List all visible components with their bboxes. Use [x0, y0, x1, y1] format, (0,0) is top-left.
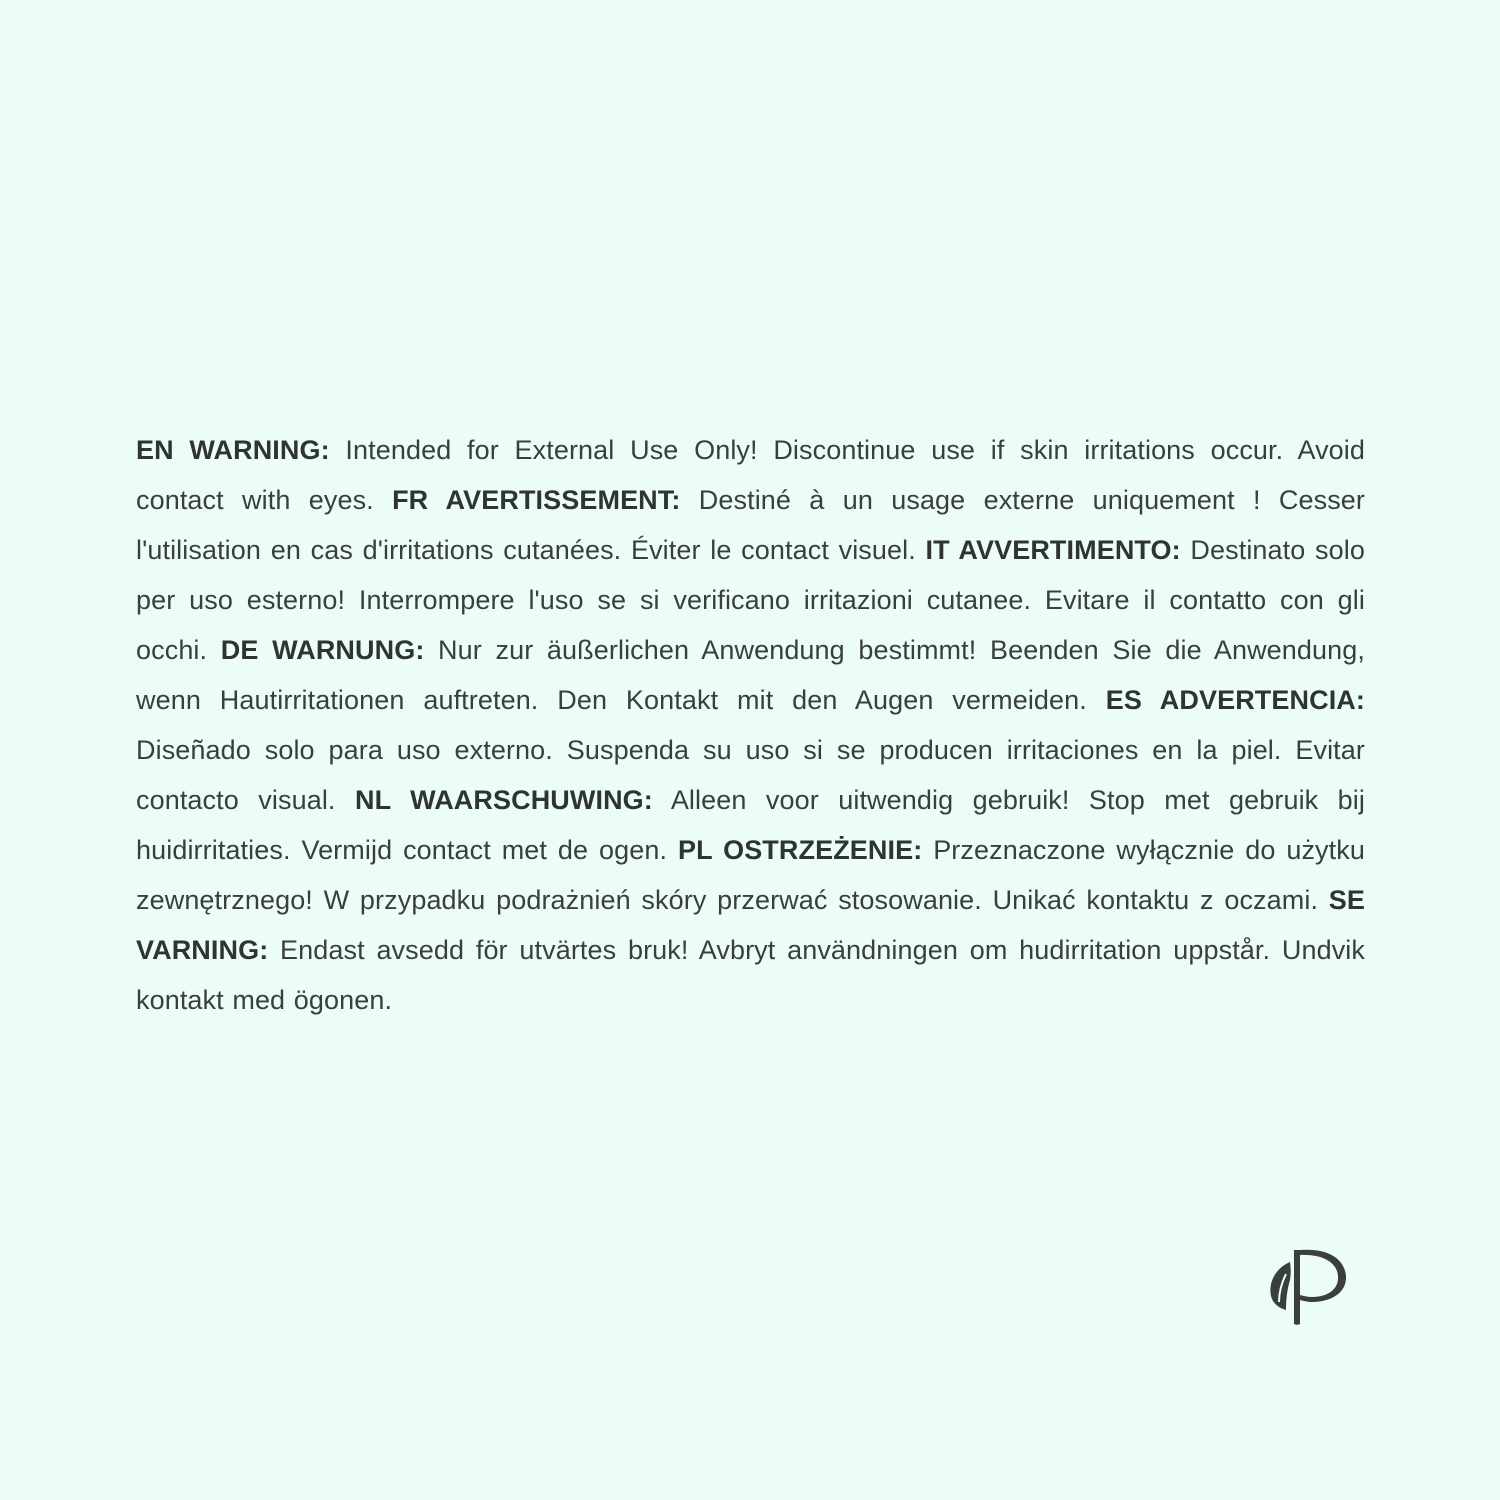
warning-text: Destiné à un usage externe uniquement ! Cesser l'utilisation en cas d'irritations cutanées. Éviter le contact visuel. [136, 485, 1366, 565]
warning-label: NL WAARSCHUWING: [354, 785, 653, 815]
warning-text: Alleen voor uitwendig gebruik! Stop met gebruik bij huidirritaties. Vermijd contact met de ogen. [136, 785, 1365, 865]
warning-label: FR AVERTISSEMENT: [392, 485, 681, 515]
warning-label: DE WARNUNG: [220, 635, 425, 665]
warning-label: IT AVVERTIMENTO: [925, 535, 1181, 565]
warning-label: SE VARNING: [136, 885, 1365, 965]
warning-text: Endast avsedd för utvärtes bruk! Avbryt användningen om hudirritation uppstår. Undvik kontakt med ögonen. [136, 935, 1365, 1015]
warning-text: Destinato solo per uso esterno! Interrompere l'uso se si verificano irritazioni cutanee. Evitare il contatto con gli occhi. [136, 535, 1365, 665]
leaf-p-monogram-icon [1266, 1244, 1350, 1328]
warning-label: EN WARNING: [136, 435, 330, 465]
multilingual-warning-text [136, 425, 1365, 1025]
warning-label: PL OSTRZEŻENIE: [677, 835, 923, 865]
warning-label: ES ADVERTENCIA: [1105, 685, 1365, 715]
warning-text: Diseñado solo para uso externo. Suspenda su uso si se producen irritaciones en la piel. Evitar contacto visual. [136, 735, 1365, 815]
warning-text: Przeznaczone wyłącznie do użytku zewnętrznego! W przypadku podrażnień skóry przerwać stosowanie. Unikać kontaktu z oczami. [136, 835, 1365, 915]
warning-text: Nur zur äußerlichen Anwendung bestimmt! Beenden Sie die Anwendung, wenn Hautirritationen auftreten. Den Kontakt mit den Augen vermeiden. [136, 635, 1365, 715]
warning-text: Intended for External Use Only! Discontinue use if skin irritations occur. Avoid contact with eyes. [136, 435, 1366, 515]
